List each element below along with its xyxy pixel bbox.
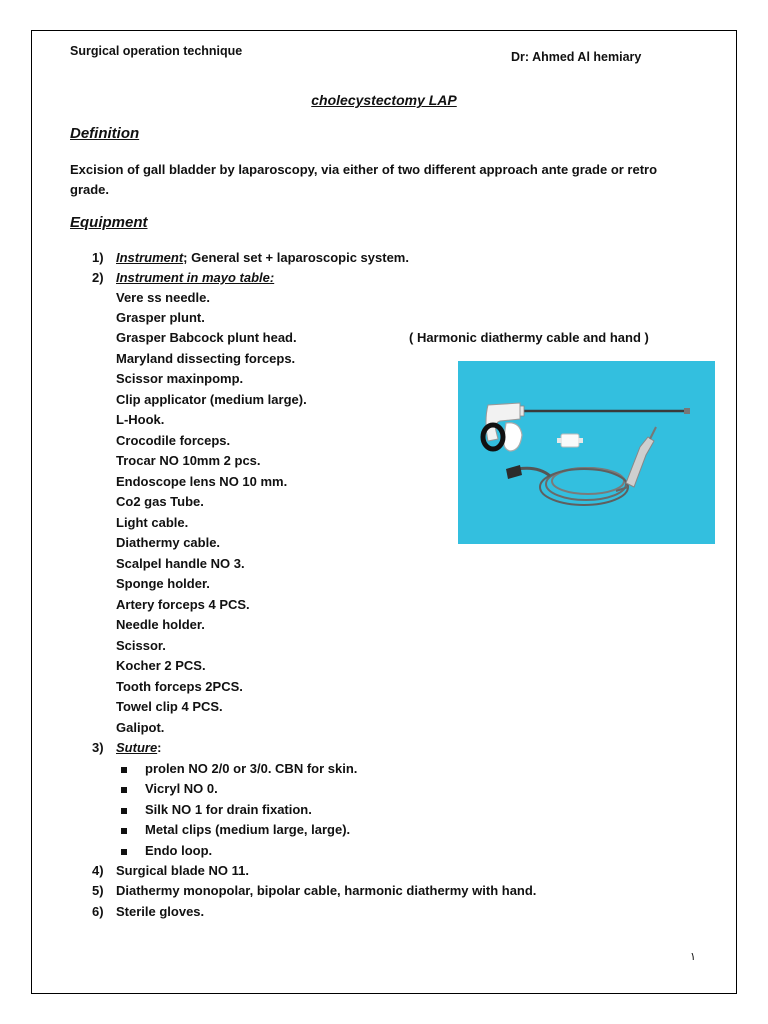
bullet-icon [121, 767, 127, 773]
item-label: Suture [116, 740, 158, 755]
list-item: Tooth forceps 2PCS. [116, 679, 243, 694]
item-number: 6) [92, 904, 104, 919]
harmonic-instrument-photo [458, 361, 715, 544]
suture-item: prolen NO 2/0 or 3/0. CBN for skin. [145, 761, 358, 776]
item-number: 5) [92, 883, 104, 898]
list-item: Maryland dissecting forceps. [116, 351, 296, 366]
list-item: Endoscope lens NO 10 mm. [116, 474, 288, 489]
definition-text: Excision of gall bladder by laparoscopy, via either of two different approach ante grade or retro grade. [70, 162, 658, 197]
list-item: Scissor. [116, 638, 166, 653]
bullet-icon [121, 808, 127, 814]
list-item: Co2 gas Tube. [116, 494, 204, 509]
bullet-icon [121, 787, 127, 793]
list-item: L-Hook. [116, 412, 165, 427]
equipment-heading: Equipment [70, 214, 148, 231]
list-item: Light cable. [116, 515, 189, 530]
list-item: Trocar NO 10mm 2 pcs. [116, 453, 261, 468]
list-item: Clip applicator (medium large). [116, 392, 307, 407]
suture-item: Vicryl NO 0. [145, 781, 218, 796]
list-item: Needle holder. [116, 617, 205, 632]
image-caption: ( Harmonic diathermy cable and hand ) [409, 330, 649, 345]
list-item: Towel clip 4 PCS. [116, 699, 223, 714]
item-label: Instrument [116, 250, 184, 265]
item-number: 4) [92, 863, 104, 878]
item-instrument [116, 250, 409, 265]
header-course-title: Surgical operation technique [70, 44, 243, 58]
list-item: Kocher 2 PCS. [116, 658, 206, 673]
suture-item: Endo loop. [145, 843, 213, 858]
list-item: Crocodile forceps. [116, 433, 231, 448]
item-number: 1) [92, 250, 104, 265]
list-item: Scissor maxinpomp. [116, 371, 244, 386]
document-title: cholecystectomy LAP [311, 92, 457, 108]
list-item: Galipot. [116, 720, 165, 735]
definition-heading: Definition [70, 125, 140, 142]
page-number: ١ [690, 951, 696, 963]
header-author: Dr: Ahmed Al hemiary [511, 50, 642, 64]
suture-item: Metal clips (medium large, large). [145, 822, 351, 837]
list-item: Grasper Babcock plunt head. [116, 330, 297, 345]
item-suture [116, 740, 162, 755]
list-item: Sponge holder. [116, 576, 210, 591]
list-item: Artery forceps 4 PCS. [116, 597, 250, 612]
item-blade: Surgical blade NO 11. [116, 863, 249, 878]
list-item: Diathermy cable. [116, 535, 221, 550]
item-text: : [157, 740, 162, 755]
bullet-icon [121, 828, 127, 834]
item-text: ; General set + laparoscopic system. [183, 250, 409, 265]
list-item: Vere ss needle. [116, 290, 210, 305]
item-mayo-label: Instrument in mayo table: [116, 270, 275, 285]
suture-item: Silk NO 1 for drain fixation. [145, 802, 312, 817]
item-diathermy: Diathermy monopolar, bipolar cable, harmonic diathermy with hand. [116, 883, 537, 898]
item-number: 2) [92, 270, 104, 285]
item-gloves: Sterile gloves. [116, 904, 205, 919]
bullet-icon [121, 849, 127, 855]
item-number: 3) [92, 740, 104, 755]
list-item: Grasper plunt. [116, 310, 205, 325]
harmonic-instrument-illustration [458, 361, 715, 544]
list-item: Scalpel handle NO 3. [116, 556, 245, 571]
